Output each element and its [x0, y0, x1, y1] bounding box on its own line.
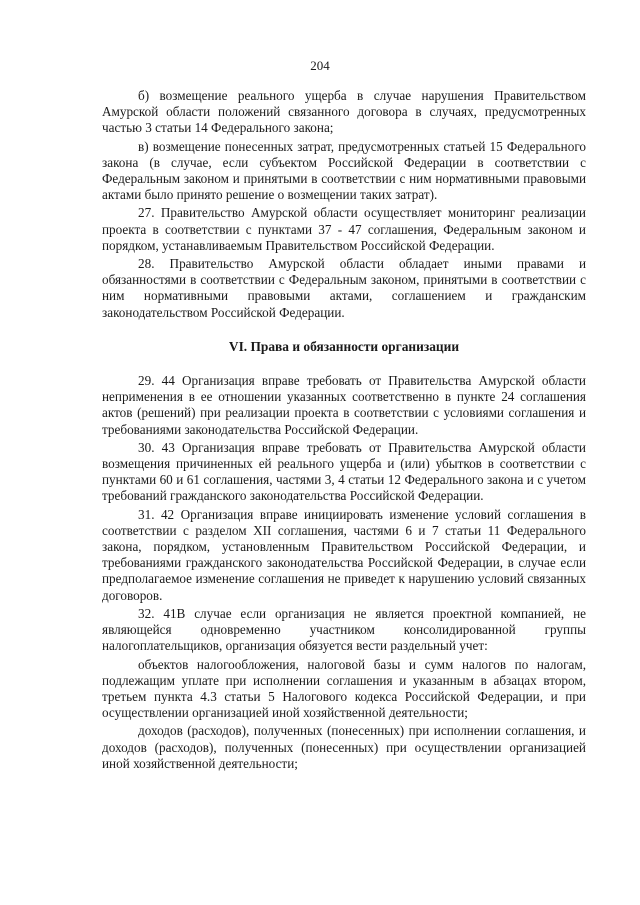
sub-item-income-expenses: доходов (расходов), полученных (понесенных) при исполнении соглашения, и доходов (расходов), полученных (понесенных) при осуществлении организацией иной хозяйственной деятельности;	[102, 723, 586, 771]
paragraph-b: б) возмещение реального ущерба в случае нарушения Правительством Амурской области положений связанного договора в случаях, предусмотренных частью 3 статьи 14 Федерального закона;	[102, 88, 586, 136]
paragraph-28: 28. Правительство Амурской области обладает иными правами и обязанностями в соответствии с Федеральным законом, принятыми в соответствии с ним нормативными правовыми актами, соглашением и гражданским законодательством Российской Федерации.	[102, 256, 586, 320]
paragraph-27: 27. Правительство Амурской области осуществляет мониторинг реализации проекта в соответствии с пунктами 37 - 47 соглашения, Федеральным законом и порядком, устанавливаемым Правительством Российской Федерации.	[102, 205, 586, 253]
sub-item-tax-objects: объектов налогообложения, налоговой базы и сумм налогов по налогам, подлежащим уплате при исполнении соглашения и указанным в абзацах втором, третьем пункта 4.3 статьи 5 Налогового кодекса Российской Федерации, и при осуществлении организацией иной хозяйственной деятельности;	[102, 656, 586, 721]
paragraph-32: 32. 41В случае если организация не является проектной компанией, не являющейся одновременно участником консолидированной группы налогоплательщиков, организация обязуется вести раздельный учет:	[102, 605, 586, 654]
document-body	[102, 88, 586, 774]
section-heading: VI. Права и обязанности организации	[228, 338, 460, 354]
paragraph-v: в) возмещение понесенных затрат, предусмотренных статьей 15 Федерального закона (в случае, если субъектом Российской Федерации в соответствии с Федеральным законом и принятыми в соответствии с ним нормативными правовыми актами было принято решение о возмещении таких затрат).	[102, 138, 586, 203]
paragraph-29: 29. 44 Организация вправе требовать от Правительства Амурской области неприменения в ее отношении указанных соответственно в пункте 24 соглашения актов (решений) при реализации проекта в соответствии с условиями соглашения и требованиями законодательства Российской Федерации.	[102, 373, 586, 437]
paragraph-31: 31. 42 Организация вправе инициировать изменение условий соглашения в соответствии с разделом XII соглашения, частями 6 и 7 статьи 11 Федерального закона, порядком, установленным Правительством Российской Федерации, и требованиями гражданского законодательства Российской Федерации, в случае если предполагаемое изменение соглашения не приведет к нарушению условий связанных договоров.	[102, 506, 586, 603]
page-number: 204	[310, 58, 330, 73]
paragraph-30: 30. 43 Организация вправе требовать от Правительства Амурской области возмещения причиненных ей реального ущерба и (или) убытков в соответствии с пунктами 60 и 61 соглашения, частями 3, 4 статьи 12 Федерального закона и с учетом требований гражданского законодательства Российской Федерации.	[102, 439, 586, 504]
